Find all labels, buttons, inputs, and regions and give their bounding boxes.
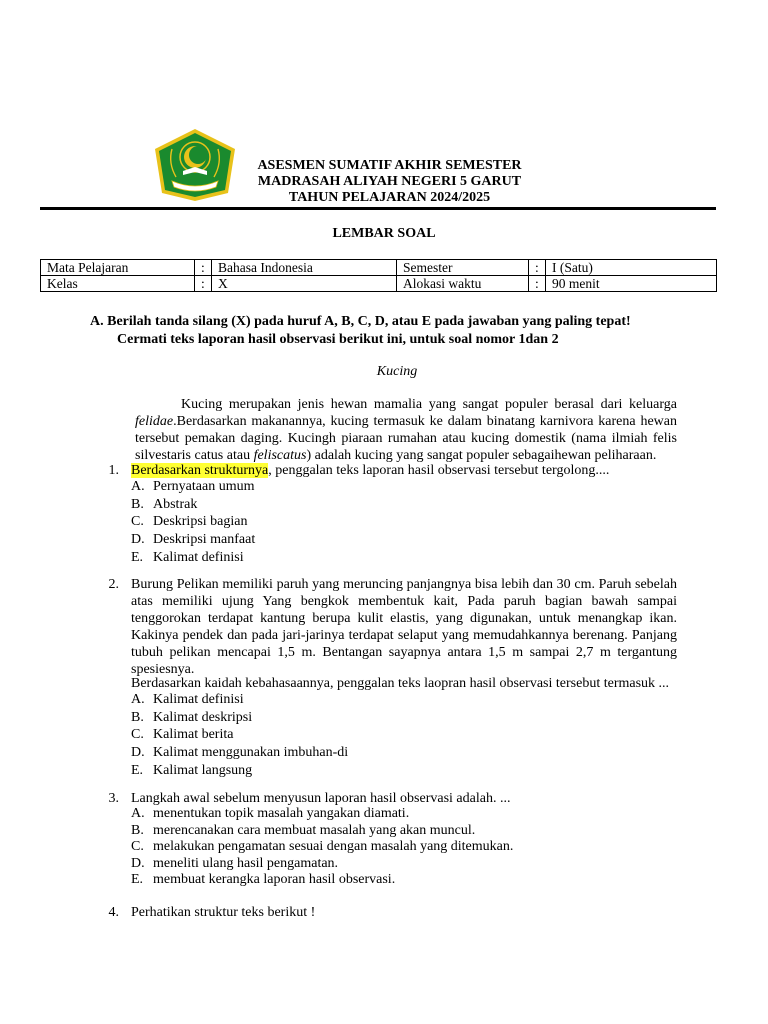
option-letter: D. (131, 856, 145, 871)
option-text: Deskripsi bagian (153, 514, 248, 529)
separator: : (195, 276, 212, 292)
option-text: Abstrak (153, 497, 198, 512)
option-text: melakukan pengamatan sesuai dengan masalah yang ditemukan. (153, 839, 514, 854)
option-d[interactable] (131, 531, 255, 548)
question-text: Langkah awal sebelum menyusun laporan hasil observasi adalah. ... (131, 791, 511, 806)
value-semester: I (Satu) (546, 260, 717, 276)
header-title-1: ASESMEN SUMATIF AKHIR SEMESTER (257, 158, 522, 173)
option-text: Deskripsi manfaat (153, 532, 256, 547)
option-text: menentukan topik masalah yangakan diamati. (153, 806, 410, 821)
info-table (40, 259, 717, 292)
label-time: Alokasi waktu (397, 276, 529, 292)
option-letter: C. (131, 727, 144, 742)
option-text: Kalimat definisi (153, 550, 244, 565)
question-text: Burung Pelikan memiliki paruh yang meruncing panjangnya bisa lebih dan 30 cm. Paruh sebelah atas memiliki ujung Yang bengkok membentuk kait, Pada paruh bagian bawah sampai tenggorokan terdapat kantung berupa kulit elastis, yang digunakan, untuk menangkap ikan. Kakinya pendek dan pada jari-jarinya terdapat selaput yang memudahkannya berenang. Panjang tubuh pelikan mencapai 1,5 m. Bentangan sayapnya antara 1,5 m sampai 2,7 m tergantung spesiesnya. (131, 577, 677, 677)
option-b[interactable] (131, 709, 252, 726)
label-class: Kelas (41, 276, 195, 292)
option-letter: B. (131, 710, 144, 725)
option-e[interactable] (131, 549, 244, 566)
highlighted-text: Berdasarkan strukturnya (131, 463, 269, 478)
question-text: Perhatikan struktur teks berikut ! (131, 905, 316, 920)
value-time: 90 menit (546, 276, 717, 292)
option-c[interactable] (131, 513, 247, 530)
value-subject: Bahasa Indonesia (212, 260, 397, 276)
option-text: merencanakan cara membuat masalah yang akan muncul. (153, 823, 476, 838)
separator: : (195, 260, 212, 276)
option-a[interactable] (131, 691, 244, 708)
option-letter: E. (131, 763, 144, 778)
option-letter: A. (131, 692, 145, 707)
option-e[interactable] (131, 871, 395, 888)
separator: : (529, 276, 546, 292)
label-subject: Mata Pelajaran (41, 260, 195, 276)
option-a[interactable] (131, 478, 254, 495)
option-text: Kalimat menggunakan imbuhan-di (153, 745, 349, 760)
option-d[interactable] (131, 855, 338, 872)
story-text: ) adalah kucing yang sangat populer sebagaihewan peliharaan. (306, 448, 657, 463)
header-title-3: TAHUN PELAJARAN 2024/2025 (288, 190, 491, 205)
option-b[interactable] (131, 496, 197, 513)
header-divider (40, 207, 716, 210)
option-letter: C. (131, 839, 144, 854)
option-letter: A. (131, 806, 145, 821)
separator: : (529, 260, 546, 276)
option-a[interactable] (131, 805, 409, 822)
sheet-title: LEMBAR SOAL (332, 226, 436, 241)
value-class: X (212, 276, 397, 292)
option-text: Kalimat langsung (153, 763, 253, 778)
option-text: Kalimat definisi (153, 692, 244, 707)
option-letter: D. (131, 745, 145, 760)
section-instruction: A. Berilah tanda silang (X) pada huruf A, B, C, D, atau E pada jawaban yang paling tepat! (90, 314, 631, 329)
question-number: 4. (108, 905, 119, 920)
question-text-rest: , penggalan teks laporan hasil observasi tersebut tergolong.... (268, 463, 610, 478)
option-letter: B. (131, 823, 144, 838)
story-italic: feliscatus (253, 448, 307, 463)
header-title-2: MADRASAH ALIYAH NEGERI 5 GARUT (257, 174, 522, 189)
label-semester: Semester (397, 260, 529, 276)
option-e[interactable] (131, 762, 252, 779)
question-prompt: Berdasarkan kaidah kebahasaannya, penggalan teks laopran hasil observasi tersebut termasuk ... (131, 676, 670, 691)
question-number: 3. (108, 791, 119, 806)
section-sub-instruction: Cermati teks laporan hasil observasi berikut ini, untuk soal nomor 1dan 2 (117, 332, 559, 347)
option-b[interactable] (131, 822, 475, 839)
option-letter: B. (131, 497, 144, 512)
option-text: Kalimat berita (153, 727, 234, 742)
story-title: Kucing (376, 364, 418, 379)
option-letter: C. (131, 514, 144, 529)
question-number: 2. (108, 577, 119, 592)
option-d[interactable] (131, 744, 348, 761)
question-number: 1. (108, 463, 119, 478)
option-c[interactable] (131, 726, 233, 743)
option-letter: D. (131, 532, 145, 547)
option-letter: E. (131, 550, 144, 565)
story-paragraph (135, 396, 677, 464)
option-text: Kalimat deskripsi (153, 710, 253, 725)
table-row (41, 260, 717, 276)
story-italic: felidae (135, 414, 174, 429)
option-letter: A. (131, 479, 145, 494)
option-text: meneliti ulang hasil pengamatan. (153, 856, 339, 871)
option-text: Pernyataan umum (153, 479, 255, 494)
option-letter: E. (131, 872, 144, 887)
question-text (131, 462, 677, 479)
story-text: Kucing merupakan jenis hewan mamalia yang sangat populer berasal dari keluarga (181, 397, 677, 412)
option-c[interactable] (131, 838, 513, 855)
story-text: .Berdasarkan makanannya, kucing termasuk ke dalam binatang karnivora karena hewan tersebut pemakan daging. Kucingh piaraan rumahan atau kucing domestik (nama ilmiah felis silvestaris catus atau (135, 414, 677, 463)
table-row (41, 276, 717, 292)
option-text: membuat kerangka laporan hasil observasi. (153, 872, 396, 887)
